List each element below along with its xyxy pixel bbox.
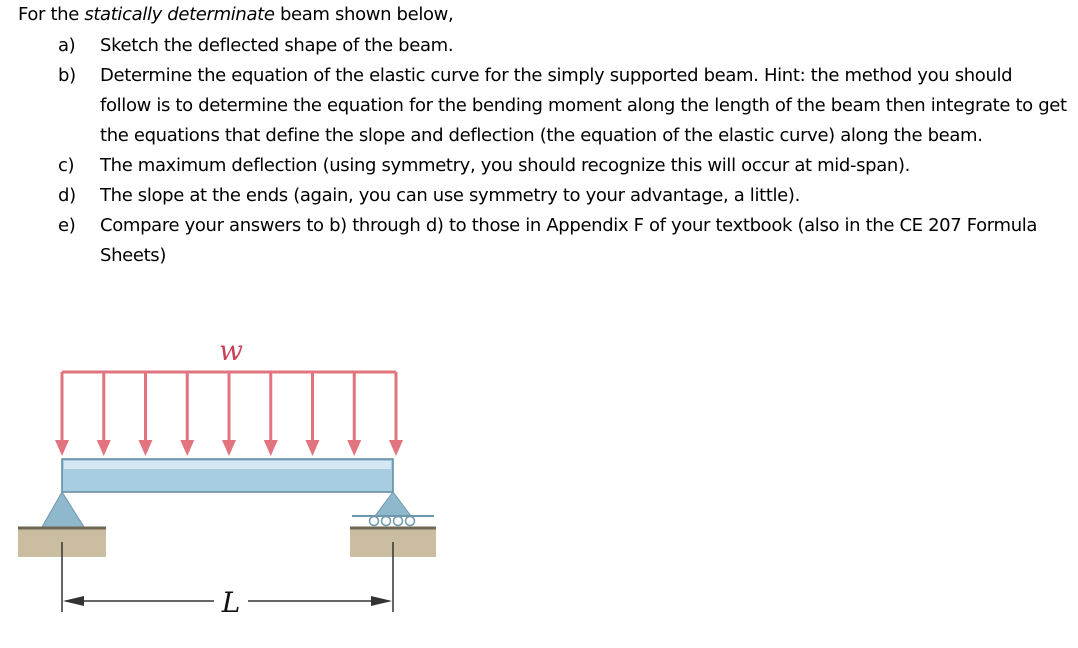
load-label: w [219, 334, 243, 367]
roller-wheels [370, 517, 415, 526]
question-letter: b) [58, 65, 76, 86]
roller-wheel [370, 517, 379, 526]
question-item-e [58, 211, 1068, 271]
question-letter: c) [58, 155, 75, 176]
question-list [58, 31, 1068, 271]
roller-support-triangle [375, 492, 411, 516]
roller-wheel [406, 517, 415, 526]
question-text: Compare your answers to b) through d) to those in Appendix F of your textbook (also in the CE 207 Formula Sheets) [100, 215, 1038, 266]
question-item-c [58, 151, 1068, 181]
question-letter: e) [58, 215, 76, 236]
question-text: The slope at the ends (again, you can use symmetry to your advantage, a little). [100, 185, 800, 206]
load-arrow-head [180, 440, 194, 456]
distributed-load [55, 372, 403, 456]
load-arrow-head [306, 440, 320, 456]
intro-emphasis: statically determinate [84, 4, 275, 25]
pin-support-triangle [42, 492, 84, 527]
load-arrow-head [389, 440, 403, 456]
question-letter: a) [58, 35, 76, 56]
beam-figure [0, 320, 460, 640]
intro-prefix: For the [18, 4, 85, 25]
load-arrow-head [222, 440, 236, 456]
span-label: L [221, 586, 241, 619]
question-letter: d) [58, 185, 76, 206]
load-arrows [55, 372, 403, 456]
question-item-a [58, 31, 1068, 61]
load-arrow-head [55, 440, 69, 456]
roller-wheel [382, 517, 391, 526]
question-text: Sketch the deflected shape of the beam. [100, 35, 454, 56]
load-arrow-head [139, 440, 153, 456]
load-arrow-head [347, 440, 361, 456]
question-text: The maximum deflection (using symmetry, you should recognize this will occur at mid-span). [100, 155, 911, 176]
question-item-d [58, 181, 1068, 211]
dimension-arrowhead-right [371, 596, 392, 606]
question-item-b [58, 61, 1068, 151]
intro-suffix: beam shown below, [274, 4, 454, 25]
span-dimension [62, 542, 393, 619]
problem-intro [18, 2, 453, 28]
load-arrow-head [264, 440, 278, 456]
roller-wheel [394, 517, 403, 526]
question-text: Determine the equation of the elastic curve for the simply supported beam. Hint: the method you should follow is to determine the equation for the bending moment along the length of the beam then integrate to get the equations that define the slope and deflection (the equation of the elastic curve) along the beam. [100, 65, 1067, 146]
beam-highlight [64, 461, 391, 469]
load-arrow-head [97, 440, 111, 456]
dimension-arrowhead-left [63, 596, 84, 606]
